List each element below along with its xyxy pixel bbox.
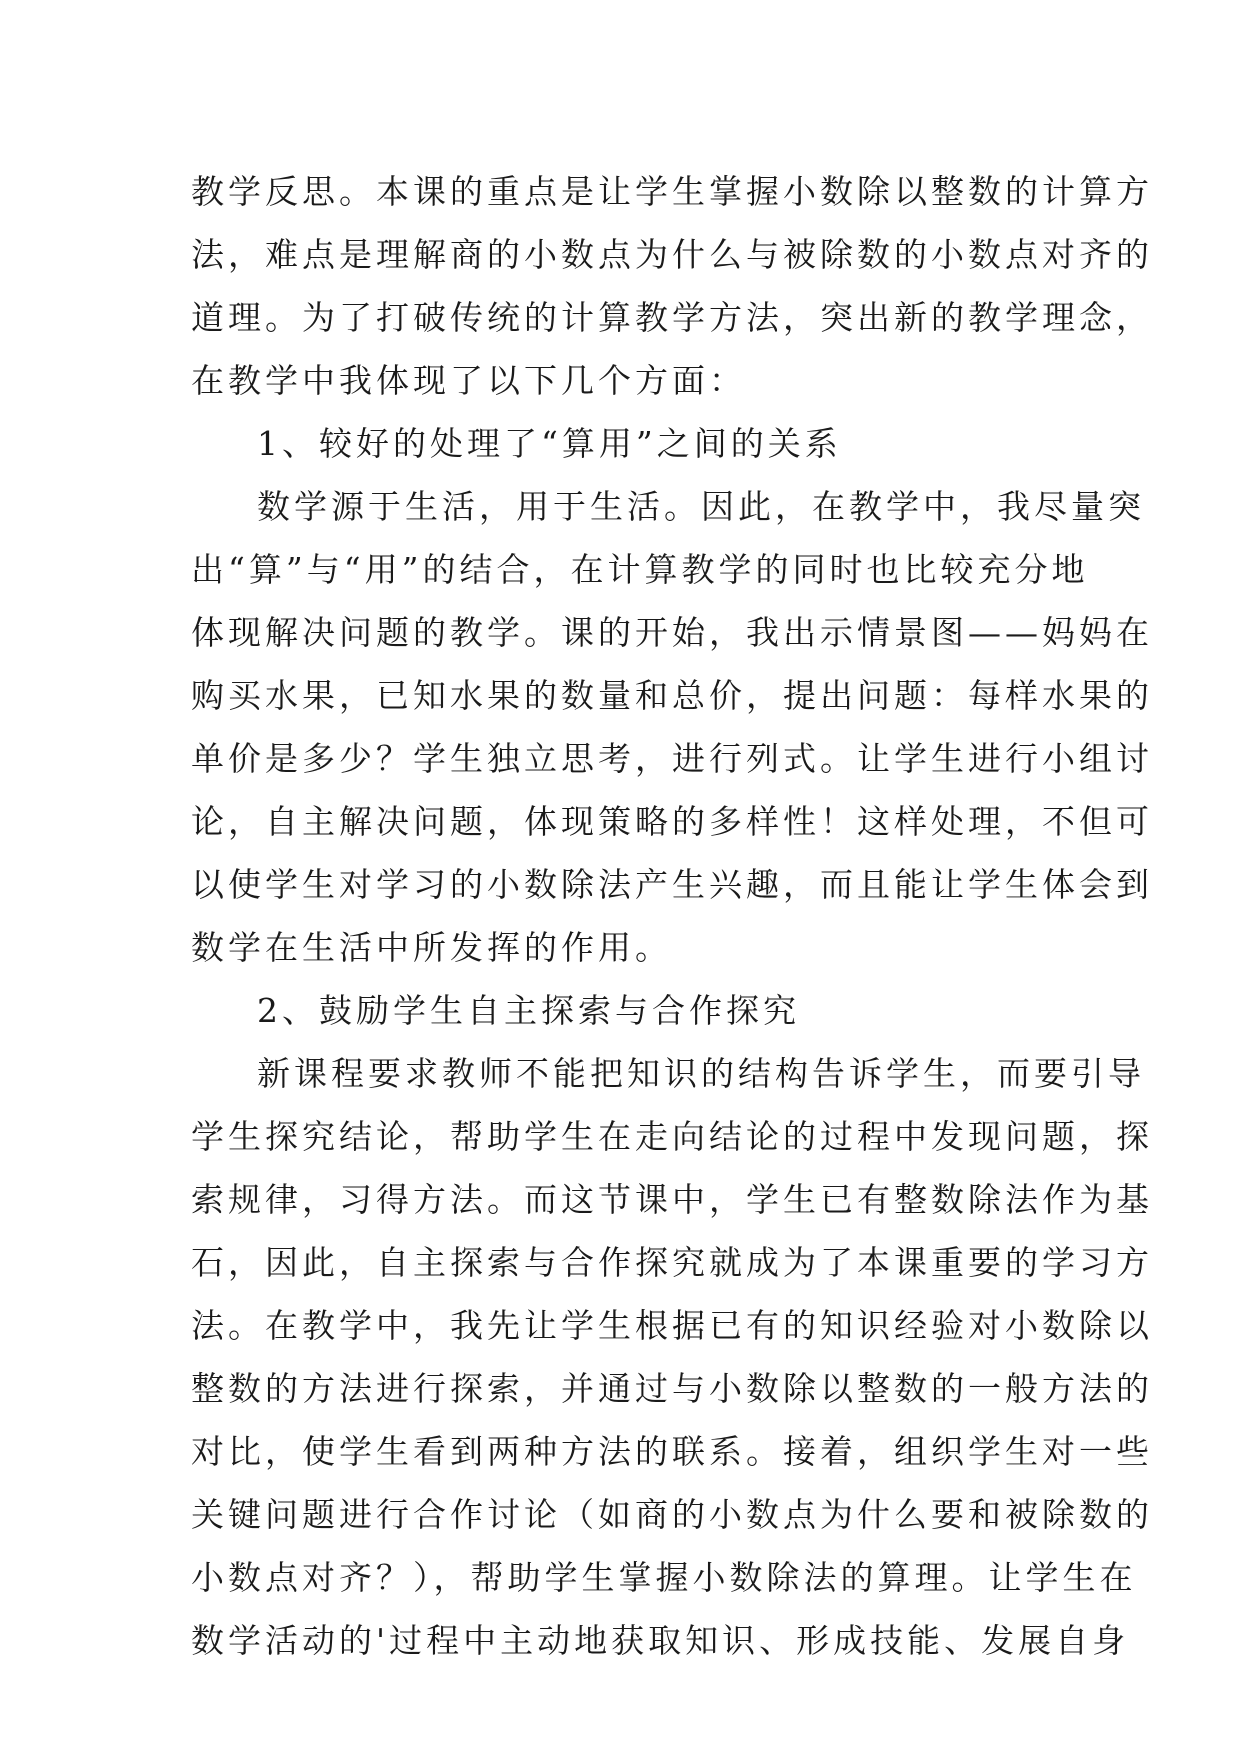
text-line: 法，难点是理解商的小数点为什么与被除数的小数点对齐的 [191, 235, 1153, 274]
text-line: 新课程要求教师不能把知识的结构告诉学生，而要引导 [257, 1054, 1145, 1093]
text-line: 以使学生对学习的小数除法产生兴趣，而且能让学生体会到 [191, 865, 1153, 904]
text-line: 论，自主解决问题，体现策略的多样性！这样处理，不但可 [191, 802, 1153, 841]
section-heading: 1、较好的处理了“算用”之间的关系 [257, 424, 842, 463]
text-line: 单价是多少？学生独立思考，进行列式。让学生进行小组讨 [191, 739, 1153, 778]
text-line: 出“算”与“用”的结合，在计算教学的同时也比较充分地 [191, 550, 1089, 589]
text-line: 石，因此，自主探索与合作探究就成为了本课重要的学习方 [191, 1243, 1153, 1282]
text-line: 小数点对齐？），帮助学生掌握小数除法的算理。让学生在 [191, 1558, 1137, 1597]
text-line: 关键问题进行合作讨论（如商的小数点为什么要和被除数的 [191, 1495, 1153, 1534]
document-body [191, 160, 1153, 1672]
section-heading: 2、鼓励学生自主探索与合作探究 [257, 991, 800, 1030]
text-line: 对比，使学生看到两种方法的联系。接着，组织学生对一些 [191, 1432, 1153, 1471]
text-line: 法。在教学中，我先让学生根据已有的知识经验对小数除以 [191, 1306, 1153, 1345]
text-line: 教学反思。本课的重点是让学生掌握小数除以整数的计算方 [191, 172, 1153, 211]
text-line: 在教学中我体现了以下几个方面： [191, 361, 746, 400]
text-line: 整数的方法进行探索，并通过与小数除以整数的一般方法的 [191, 1369, 1153, 1408]
text-line: 体现解决问题的教学。课的开始，我出示情景图——妈妈在 [191, 613, 1153, 652]
text-line: 学生探究结论，帮助学生在走向结论的过程中发现问题，探 [191, 1117, 1153, 1156]
text-line: 购买水果，已知水果的数量和总价，提出问题：每样水果的 [191, 676, 1153, 715]
text-line: 数学在生活中所发挥的作用。 [191, 928, 672, 967]
text-line: 数学源于生活，用于生活。因此，在教学中，我尽量突 [257, 487, 1145, 526]
text-line: 索规律，习得方法。而这节课中，学生已有整数除法作为基 [191, 1180, 1153, 1219]
text-line: 数学活动的'过程中主动地获取知识、形成技能、发展自身 [191, 1621, 1130, 1660]
text-line: 道理。为了打破传统的计算教学方法，突出新的教学理念， [191, 298, 1153, 337]
